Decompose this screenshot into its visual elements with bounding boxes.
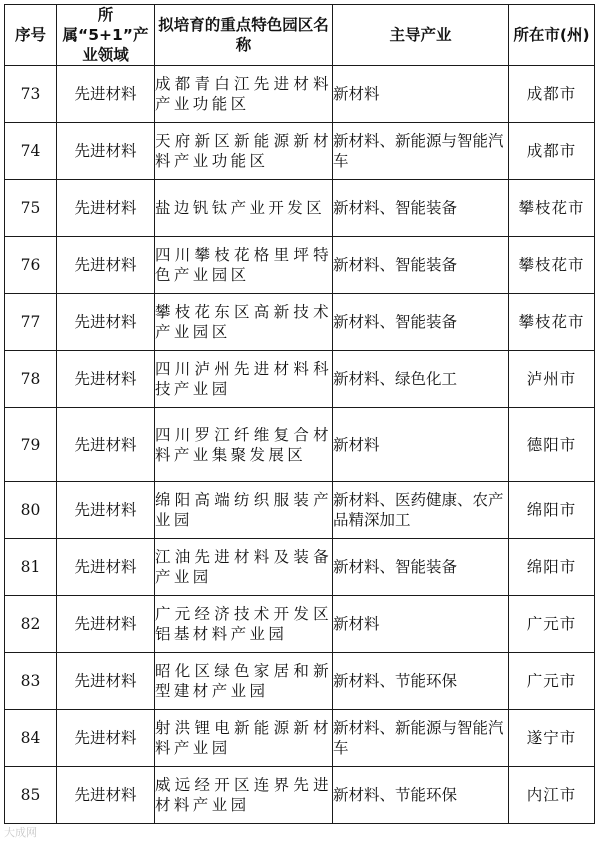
row-park-name: 四川罗江纤维复合材料产业集聚发展区 bbox=[155, 408, 333, 482]
row-park-name: 昭化区绿色家居和新型建材产业园 bbox=[155, 653, 333, 710]
row-leading-industry: 新材料、医药健康、农产品精深加工 bbox=[333, 482, 509, 539]
row-category: 先进材料 bbox=[57, 294, 155, 351]
row-category: 先进材料 bbox=[57, 408, 155, 482]
row-leading-industry: 新材料 bbox=[333, 408, 509, 482]
row-leading-industry: 新材料、绿色化工 bbox=[333, 351, 509, 408]
table-row bbox=[5, 180, 595, 237]
row-city: 泸州市 bbox=[509, 351, 595, 408]
row-leading-industry: 新材料、智能装备 bbox=[333, 294, 509, 351]
row-park-name: 射洪锂电新能源新材料产业园 bbox=[155, 710, 333, 767]
row-category: 先进材料 bbox=[57, 653, 155, 710]
row-city: 攀枝花市 bbox=[509, 237, 595, 294]
row-leading-industry: 新材料 bbox=[333, 66, 509, 123]
row-number: 84 bbox=[5, 710, 57, 767]
row-number: 83 bbox=[5, 653, 57, 710]
header-row bbox=[5, 5, 595, 66]
table-row bbox=[5, 653, 595, 710]
row-city: 德阳市 bbox=[509, 408, 595, 482]
table-row bbox=[5, 710, 595, 767]
row-leading-industry: 新材料、节能环保 bbox=[333, 653, 509, 710]
row-leading-industry: 新材料、智能装备 bbox=[333, 180, 509, 237]
table-row bbox=[5, 237, 595, 294]
row-city: 攀枝花市 bbox=[509, 180, 595, 237]
row-number: 81 bbox=[5, 539, 57, 596]
row-park-name: 广元经济技术开发区铝基材料产业园 bbox=[155, 596, 333, 653]
row-park-name: 天府新区新能源新材料产业功能区 bbox=[155, 123, 333, 180]
row-category: 先进材料 bbox=[57, 180, 155, 237]
row-park-name: 盐边钒钛产业开发区 bbox=[155, 180, 333, 237]
row-leading-industry: 新材料 bbox=[333, 596, 509, 653]
row-number: 78 bbox=[5, 351, 57, 408]
header-park-name: 拟培育的重点特色园区名称 bbox=[155, 5, 333, 66]
row-city: 绵阳市 bbox=[509, 539, 595, 596]
row-city: 广元市 bbox=[509, 596, 595, 653]
row-number: 75 bbox=[5, 180, 57, 237]
row-number: 79 bbox=[5, 408, 57, 482]
header-category: 所属“5+1”产业领域 bbox=[57, 5, 155, 66]
row-number: 82 bbox=[5, 596, 57, 653]
row-park-name: 江油先进材料及装备产业园 bbox=[155, 539, 333, 596]
park-list-table bbox=[4, 4, 595, 824]
table-row bbox=[5, 767, 595, 824]
row-city: 成都市 bbox=[509, 66, 595, 123]
row-category: 先进材料 bbox=[57, 66, 155, 123]
row-park-name: 成都青白江先进材料产业功能区 bbox=[155, 66, 333, 123]
row-category: 先进材料 bbox=[57, 710, 155, 767]
row-city: 成都市 bbox=[509, 123, 595, 180]
row-leading-industry: 新材料、智能装备 bbox=[333, 237, 509, 294]
row-city: 攀枝花市 bbox=[509, 294, 595, 351]
table-row bbox=[5, 351, 595, 408]
table-row bbox=[5, 596, 595, 653]
row-city: 内江市 bbox=[509, 767, 595, 824]
row-category: 先进材料 bbox=[57, 482, 155, 539]
row-number: 74 bbox=[5, 123, 57, 180]
row-city: 广元市 bbox=[509, 653, 595, 710]
table-row bbox=[5, 408, 595, 482]
table-row bbox=[5, 482, 595, 539]
row-park-name: 四川泸州先进材料科技产业园 bbox=[155, 351, 333, 408]
header-leading-industry: 主导产业 bbox=[333, 5, 509, 66]
header-seq: 序号 bbox=[5, 5, 57, 66]
row-category: 先进材料 bbox=[57, 351, 155, 408]
row-park-name: 威远经开区连界先进材料产业园 bbox=[155, 767, 333, 824]
row-category: 先进材料 bbox=[57, 123, 155, 180]
table-body bbox=[5, 66, 595, 824]
row-category: 先进材料 bbox=[57, 596, 155, 653]
row-leading-industry: 新材料、新能源与智能汽车 bbox=[333, 710, 509, 767]
row-park-name: 四川攀枝花格里坪特色产业园区 bbox=[155, 237, 333, 294]
row-number: 80 bbox=[5, 482, 57, 539]
row-number: 73 bbox=[5, 66, 57, 123]
row-park-name: 绵阳高端纺织服装产业园 bbox=[155, 482, 333, 539]
table-row bbox=[5, 294, 595, 351]
header-city: 所在市(州) bbox=[509, 5, 595, 66]
row-park-name: 攀枝花东区高新技术产业园区 bbox=[155, 294, 333, 351]
row-number: 77 bbox=[5, 294, 57, 351]
row-city: 遂宁市 bbox=[509, 710, 595, 767]
row-category: 先进材料 bbox=[57, 237, 155, 294]
table-row bbox=[5, 539, 595, 596]
row-city: 绵阳市 bbox=[509, 482, 595, 539]
table-row bbox=[5, 123, 595, 180]
row-category: 先进材料 bbox=[57, 539, 155, 596]
table-row bbox=[5, 66, 595, 123]
row-leading-industry: 新材料、新能源与智能汽车 bbox=[333, 123, 509, 180]
row-category: 先进材料 bbox=[57, 767, 155, 824]
row-leading-industry: 新材料、智能装备 bbox=[333, 539, 509, 596]
row-number: 76 bbox=[5, 237, 57, 294]
row-leading-industry: 新材料、节能环保 bbox=[333, 767, 509, 824]
row-number: 85 bbox=[5, 767, 57, 824]
watermark-text: 大成网 bbox=[4, 826, 37, 839]
